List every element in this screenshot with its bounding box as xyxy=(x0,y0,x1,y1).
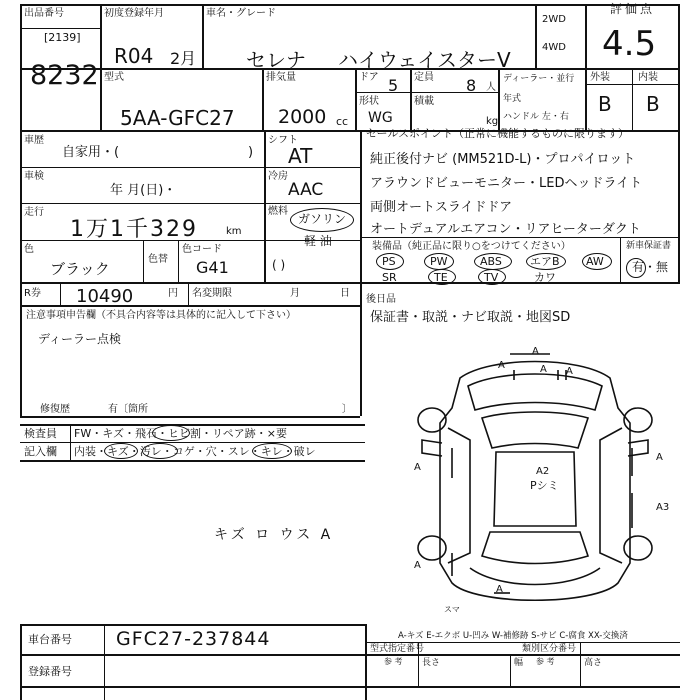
width-label: 幅 xyxy=(514,658,524,668)
sales-line-2: アラウンドビューモニター・LEDヘッドライト xyxy=(370,176,643,191)
equipment-label: 装備品（純正品に限り○をつけてください） xyxy=(372,241,571,252)
type-value: 5AA-GFC27 xyxy=(120,106,235,130)
inspector-row-2: 内装・キズ・汚レ・コゲ・穴・スレ・キレ・破レ xyxy=(74,445,316,458)
mark-11: A xyxy=(496,584,503,595)
lot-label: 出品番号 xyxy=(24,8,64,19)
capacity-label: 定員 xyxy=(414,72,434,83)
class-label: 類別区分番号 xyxy=(522,644,577,654)
fuel-label: 燃料 xyxy=(268,206,288,217)
damage-legend: A-キズ E-エクボ U-凹み W-補修跡 S-サビ C-腐食 XX-交換済 xyxy=(398,631,628,641)
sales-line-1: 純正後付ナビ (MM521D-L)・プロパイロット xyxy=(370,152,636,167)
ref-2: 参 考 xyxy=(536,657,555,666)
recycle-value: 10490 xyxy=(76,286,134,307)
mark-9: A3 xyxy=(656,502,670,513)
score-label: 評価点 xyxy=(610,2,656,16)
drive-2wd: 2WD xyxy=(542,14,566,25)
lot-bracket: [2139] xyxy=(44,31,81,44)
inspection-text: 年 月(日)・ xyxy=(110,183,177,198)
shift-label: シフト xyxy=(268,135,298,146)
model-spec-label: 型式指定番号 xyxy=(370,644,425,654)
fuel-diesel: 軽 油 xyxy=(304,234,332,248)
capacity-unit: 人 xyxy=(486,82,496,93)
warranty-label: 新車保証書 xyxy=(626,241,672,251)
fuel-gasoline-circle xyxy=(290,208,354,232)
lot-number: 8232 xyxy=(30,60,99,91)
capacity-value: 8 xyxy=(466,76,477,95)
mark-3: A xyxy=(540,364,547,375)
first-reg-label: 初度登録年月 xyxy=(104,8,164,19)
ac-value: AAC xyxy=(288,180,324,200)
history-label: 車歴 xyxy=(24,135,44,146)
color-change-label: 色替 xyxy=(148,254,168,265)
exterior-label: 外装 xyxy=(590,72,610,83)
inspector-row-1: FW・キズ・飛石・ヒビ割・リペア跡・×要 xyxy=(74,427,287,440)
repair-label: 修復歴 xyxy=(40,404,70,415)
repair-value: 有〔箇所 xyxy=(108,404,148,415)
shape-value: WG xyxy=(368,110,393,126)
equip-tv: TV xyxy=(484,271,499,284)
shift-value: AT xyxy=(288,144,313,168)
color-label: 色 xyxy=(24,244,34,255)
color-code-value: G41 xyxy=(196,258,229,277)
name-change-month: 月 xyxy=(290,288,300,299)
fuel-paren: ( ) xyxy=(272,258,286,272)
inspector-label-1: 検査員 xyxy=(24,427,57,440)
recycle-label: R券 xyxy=(24,288,41,299)
mark-6: A2 xyxy=(536,466,550,477)
grade-name: ハイウェイスターV xyxy=(338,48,511,72)
equip-pw: PW xyxy=(430,255,448,268)
sales-line-3: 両側オートスライドドア xyxy=(370,200,513,215)
equip-aw: AW xyxy=(586,255,604,268)
interior-label: 内装 xyxy=(638,72,658,83)
shape-label: 形状 xyxy=(359,96,379,107)
equip-ps: PS xyxy=(382,255,396,268)
color-code-label: 色コード xyxy=(182,244,222,255)
mark-7: Pシミ xyxy=(530,479,559,492)
displacement-label: 排気量 xyxy=(266,72,296,83)
mileage-unit: km xyxy=(226,226,242,237)
equip-sr: SR xyxy=(382,271,397,284)
drive-4wd: 4WD xyxy=(542,42,566,53)
name-change-day: 日 xyxy=(340,288,350,299)
interior-grade: B xyxy=(646,92,660,116)
history-close: ) xyxy=(248,145,254,160)
door-label: ドア xyxy=(359,72,379,83)
frame-left xyxy=(20,4,22,416)
dealer-label: ディーラー・並行 xyxy=(503,74,575,84)
exterior-grade: B xyxy=(598,92,612,116)
type-label: 型式 xyxy=(104,72,124,83)
after-label: 後日品 xyxy=(366,294,396,305)
inspection-label: 車検 xyxy=(24,171,44,182)
mark-2: A xyxy=(498,360,505,371)
mileage-value: 1万1千329 xyxy=(70,217,198,242)
mark-5: A xyxy=(414,462,421,473)
repair-close: 〕 xyxy=(342,404,352,415)
history-value: 自家用・( xyxy=(62,145,120,160)
color-value: ブラック xyxy=(50,260,110,278)
length-label: 長さ xyxy=(422,658,441,668)
equip-airbag: エアB xyxy=(530,255,560,268)
sales-label: セールスポイント（正常に機能するものに限ります） xyxy=(366,127,630,140)
inspector-label-2: 記入欄 xyxy=(24,445,57,458)
first-reg-month: 2月 xyxy=(170,49,197,68)
displacement-value: 2000 xyxy=(278,106,327,128)
model-name: セレナ xyxy=(246,48,306,72)
displacement-unit: cc xyxy=(336,115,349,128)
chassis-label: 車台番号 xyxy=(28,633,72,646)
door-value: 5 xyxy=(388,76,399,95)
inspector-note: キズ ロ ウス A xyxy=(214,527,334,543)
score-value: 4.5 xyxy=(602,24,657,64)
recycle-unit: 円 xyxy=(168,288,178,299)
equip-abs: ABS xyxy=(480,255,502,268)
sales-line-4: オートデュアルエアコン・リアヒーターダクト xyxy=(370,222,641,237)
name-change-label: 名変期限 xyxy=(192,288,232,299)
chassis-value: GFC27-237844 xyxy=(116,628,271,650)
notes-label: 注意事項申告欄（不具合内容等は具体的に記入して下さい） xyxy=(26,310,296,321)
mileage-label: 走行 xyxy=(24,207,44,218)
after-value: 保証書・取説・ナビ取説・地図SD xyxy=(370,310,571,325)
reg-label: 登録番号 xyxy=(28,665,72,678)
mark-10: A xyxy=(414,560,421,571)
model-grade-label: 車名・グレード xyxy=(206,8,276,19)
notes-value: ディーラー点検 xyxy=(38,332,122,346)
ac-label: 冷房 xyxy=(268,171,288,182)
load-unit: kg xyxy=(486,116,499,127)
equip-leather: カワ xyxy=(534,271,556,284)
warranty-value: 有・無 xyxy=(632,260,669,274)
fuel-gasoline: ガソリン xyxy=(298,212,347,226)
mark-1: A xyxy=(532,346,539,357)
frame-top xyxy=(20,4,680,6)
mark-8: A xyxy=(656,452,663,463)
handle-label: ハンドル 左・右 xyxy=(503,112,569,122)
mark-12: スマ xyxy=(444,605,460,614)
frame-right xyxy=(678,4,680,283)
first-reg-year: R04 xyxy=(114,44,154,68)
mark-4: A xyxy=(566,366,573,377)
height-label: 高さ xyxy=(584,658,603,668)
load-label: 積載 xyxy=(414,96,434,107)
equip-te: TE xyxy=(434,271,448,284)
model-year-label: 年式 xyxy=(503,94,522,104)
ref-1: 参 考 xyxy=(384,657,403,666)
